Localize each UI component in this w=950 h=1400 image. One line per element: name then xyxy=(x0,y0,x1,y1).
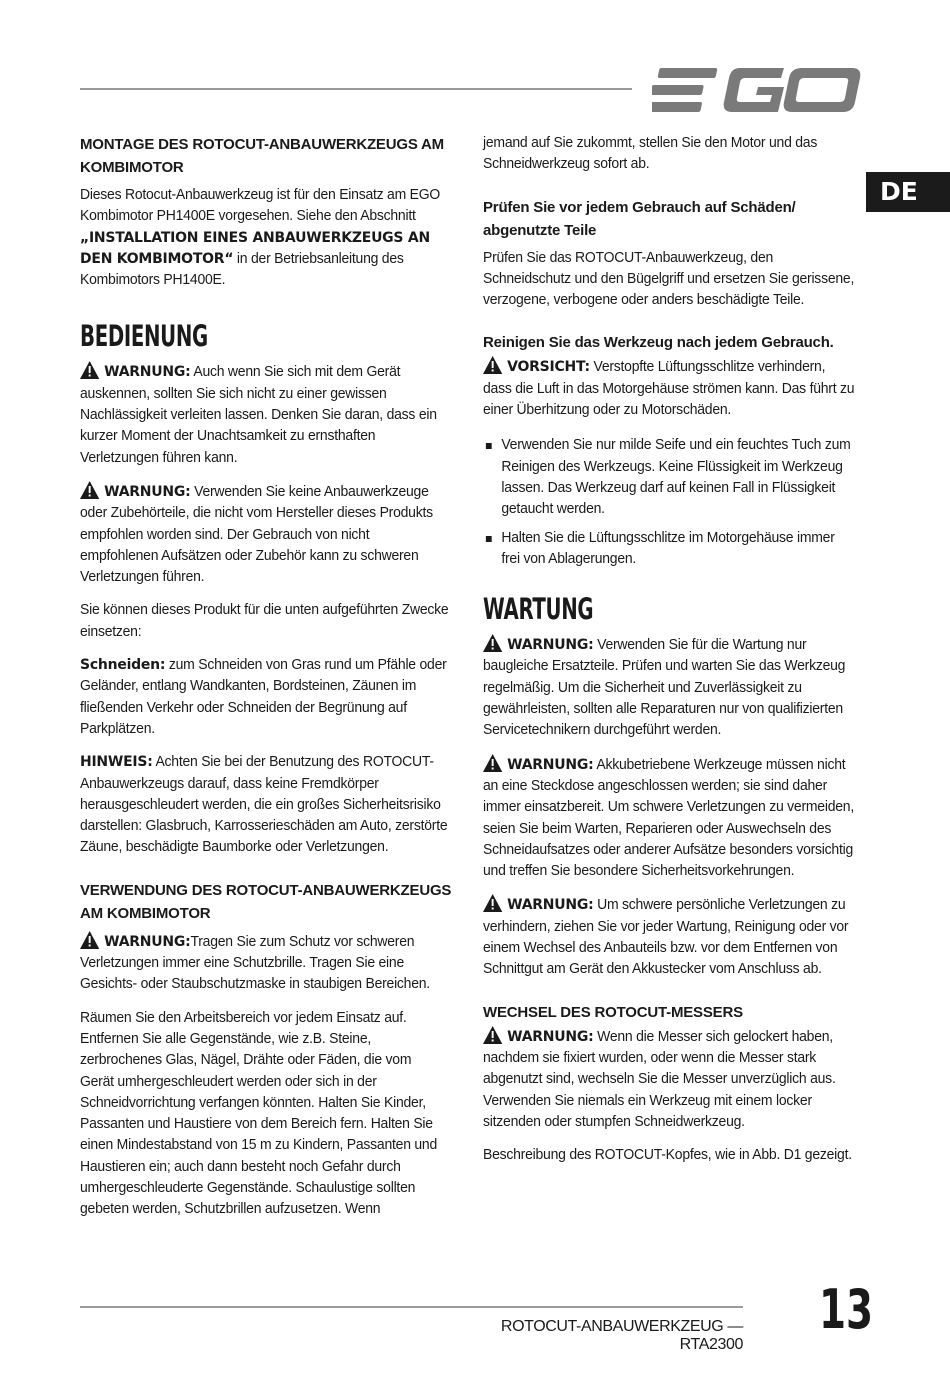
pruefen-heading: Prüfen Sie vor jedem Gebrauch auf Schäden/ abgenutzte Teile xyxy=(483,198,796,239)
pruefen-paragraph: Prüfen Sie das ROTOCUT-Anbauwerkzeug, den Schneidschutz und den Bügelgriff und ersetzen Sie gerissene, verzogene, verbogene oder anders beschädigte Teile. xyxy=(483,249,855,309)
warning-paragraph-6: WARNUNG: Um schwere persönliche Verletzungen zu verhindern, ziehen Sie vor jeder Wartung, Reinigung oder vor einem Wechsel des Anbauteils bzw. vor dem Entfernen von Schnittgut am Gerät den Akkustecker vom Anschluss ab. xyxy=(483,894,855,980)
warning-icon xyxy=(483,1026,502,1044)
right-column xyxy=(483,133,868,1178)
warning-icon xyxy=(483,894,502,912)
warning-icon xyxy=(483,356,502,374)
footer-product-text: ROTOCUT-ANBAUWERKZEUG — RTA2300 xyxy=(500,1318,743,1353)
continuation-paragraph: jemand auf Sie zukommt, stellen Sie den Motor und das Schneidwerkzeug sofort ab. xyxy=(483,135,818,173)
bedienung-heading: BEDIENUNG xyxy=(80,319,208,354)
header-rule xyxy=(80,88,632,90)
list-item: Verwenden Sie nur milde Seife und ein feuchtes Tuch zum Reinigen des Werkzeugs. Keine Flüssigkeit im Werkzeug lassen. Das Werkzeug darf auf keinen Fall in Flüssigkeit getaucht werden. xyxy=(483,435,855,520)
hinweis-paragraph: HINWEIS: Achten Sie bei der Benutzung des ROTOCUT-Anbauwerkzeugs darauf, dass keine Fremdkörper herausgeschleudert werden, die ein großes Sicherheitsrisiko darstellen: Glasbruch, Karrosserieschäden am Auto, zerstörte Zäune, beschädigte Baumborke oder Verletzungen. xyxy=(80,754,448,856)
wechsel-heading: WECHSEL DES ROTOCUT-MESSERS xyxy=(483,1003,743,1021)
warning-icon xyxy=(80,481,99,499)
montage-paragraph: Dieses Rotocut-Anbauwerkzeug ist für den Einsatz am EGO Kombimotor PH1400E vorgesehen. Siehe den Abschnitt „INSTALLATION EINES ANBAUWERKZEUGS AN DEN KOMBIMOTOR“ in der Betriebsanleitung des Kombimotors PH1400E. xyxy=(80,187,441,289)
warning-paragraph-4: WARNUNG: Verwenden Sie für die Wartung nur baugleiche Ersatzteile. Prüfen und warten Sie das Werkzeug regelmäßig. Um die Sicherheit und Zuverlässigkeit zu gewährleisten, sollten alle Reparaturen nur von qualifizierten Servicetechnikern durchgeführt werden. xyxy=(483,634,855,741)
verwendung-heading: VERWENDUNG DES ROTOCUT-ANBAUWERKZEUGS AM KOMBIMOTOR xyxy=(80,881,452,922)
warning-paragraph-3: WARNUNG:Tragen Sie zum Schutz vor schweren Verletzungen immer eine Schutzbrille. Tragen Sie eine Gesichts- oder Staubschutzmaske in staubigen Bereichen. xyxy=(80,931,449,996)
schneiden-paragraph: Schneiden: zum Schneiden von Gras rund um Pfähle oder Geländer, entlang Wandkanten, Bordsteinen, Zäunen im fließenden Verkehr oder Schneiden der Begrünung auf Parkplätzen. xyxy=(80,657,447,737)
warning-paragraph-5: WARNUNG: Akkubetriebene Werkzeuge müssen nicht an eine Steckdose angeschlossen werden; sie sind daher immer einsatzbereit. Um schwere Verletzungen zu vermeiden, seien Sie beim Warten, Reparieren oder Auswechseln des Schneidaufsatzes oder anderer Aufsätze besonders vorsichtig und treffen Sie besondere Sicherheitsvorkehrungen. xyxy=(483,754,855,883)
warning-icon xyxy=(80,361,99,379)
montage-heading: MONTAGE DES ROTOCUT-ANBAUWERKZEUGS AM KOMBIMOTOR xyxy=(80,136,444,176)
warning-paragraph-2: WARNUNG: Verwenden Sie keine Anbauwerkzeuge oder Zubehörteile, die nicht vom Hersteller dieses Produkts empfohlen worden sind. Der Gebrauch von nicht empfohlenen Aufsätzen oder Zubehör kann zu schweren Verletzungen führen. xyxy=(80,481,449,588)
warning-icon xyxy=(483,754,502,772)
beschreibung-paragraph: Beschreibung des ROTOCUT-Kopfes, wie in Abb. D1 gezeigt. xyxy=(483,1147,852,1164)
vorsicht-paragraph: VORSICHT: Verstopfte Lüftungsschlitze verhindern, dass die Luft in das Motorgehäuse strömen kann. Das führt zu einer Überhitzung oder zu Motorschäden. xyxy=(483,356,855,421)
reinigen-heading: Reinigen Sie das Werkzeug nach jedem Gebrauch. xyxy=(483,334,834,352)
left-column xyxy=(80,133,462,1233)
wartung-heading: WARTUNG xyxy=(483,592,594,627)
warning-icon xyxy=(483,634,502,652)
list-item: Halten Sie die Lüftungsschlitze im Motorgehäuse immer frei von Ablagerungen. xyxy=(483,528,855,571)
raeumen-paragraph: Räumen Sie den Arbeitsbereich vor jedem Einsatz auf. Entfernen Sie alle Gegenstände, wie z.B. Steine, zerbrochenes Glas, Nägel, Drähte oder Fäden, die vom Gerät umhergeschleudert werden oder sich in der Schneidvorrichtung verfangen könnten. Halten Sie Kinder, Passanten und Haustiere von dem Bereich fern. Halten Sie einen Mindestabstand von 15 m zu Kindern, Passanten und Haustieren ein; auch dann besteht noch Gefahr durch umhergeschleuderte Gegenstände. Schaulustige sollten gebeten werden, Schutzbrillen aufzusetzen. Wenn xyxy=(80,1009,438,1218)
ego-logo xyxy=(652,66,862,114)
warning-paragraph-1: WARNUNG: Auch wenn Sie sich mit dem Gerät auskennen, sollten Sie sich nicht zu einer gewissen Nachlässigkeit verleiten lassen. Denken Sie daran, dass ein kurzer Moment der Unachtsamkeit zu ernsthaften Verletzungen führen kann. xyxy=(80,361,449,468)
page-number: 13 xyxy=(819,1278,874,1341)
footer-rule xyxy=(80,1306,743,1308)
language-tab: DE xyxy=(866,172,950,212)
purpose-paragraph: Sie können dieses Produkt für die unten aufgeführten Zwecke einsetzen: xyxy=(80,602,449,640)
warning-paragraph-7: WARNUNG: Wenn die Messer sich gelockert haben, nachdem sie fixiert wurden, oder wenn die Messer stark abgenutzt sind, wechseln Sie die Messer unverzüglich aus. Verwenden Sie niemals ein Werkzeug mit einem locker sitzenden oder stumpfen Schneidwerkzeug. xyxy=(483,1026,855,1133)
warning-icon xyxy=(80,931,99,949)
cleaning-list xyxy=(483,435,868,570)
